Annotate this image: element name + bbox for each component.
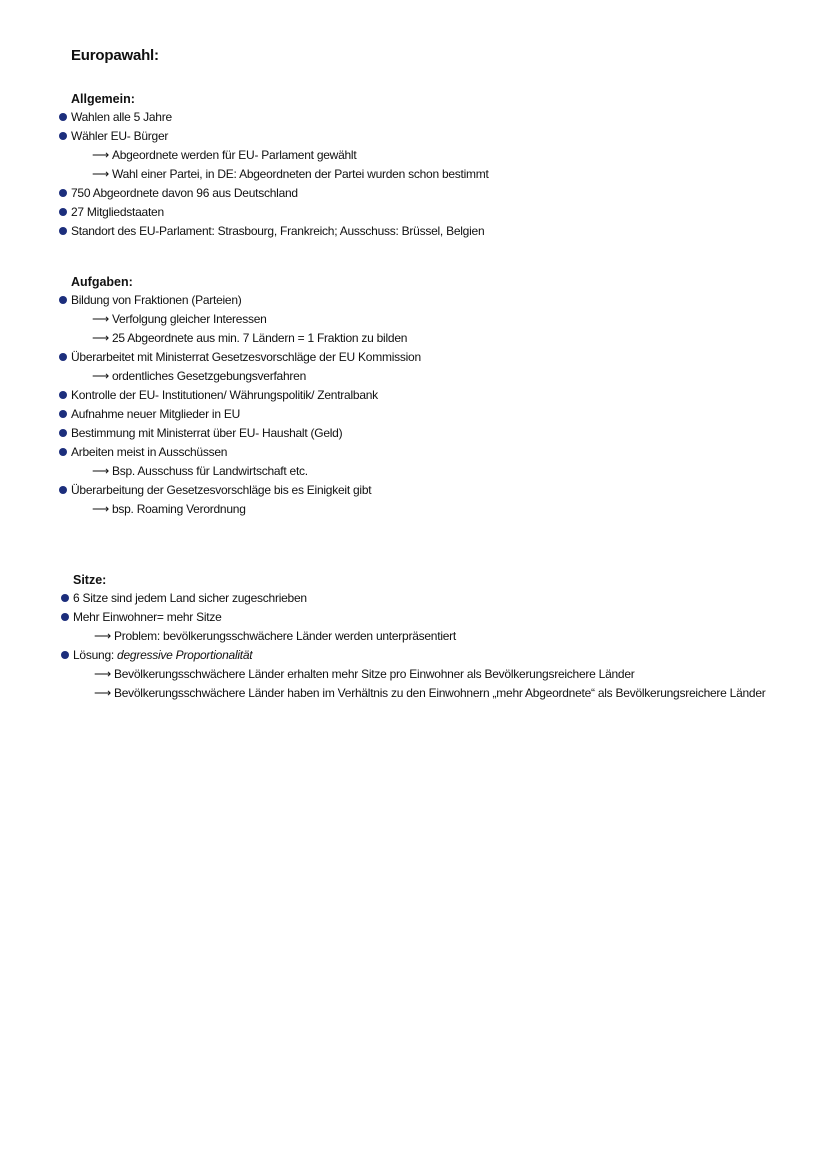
arrow-right-icon: ⟶	[92, 464, 109, 478]
sub-list-item-text: Bsp. Ausschuss für Landwirtschaft etc.	[111, 464, 308, 478]
sub-list-item	[92, 312, 267, 326]
sub-list-item-text: 25 Abgeordnete aus min. 7 Ländern = 1 Fraktion zu bilden	[111, 331, 408, 345]
section-heading-aufgaben: Aufgaben:	[71, 275, 133, 289]
list-item: Überarbeitung der Gesetzesvorschläge bis es Einigkeit gibt	[71, 483, 372, 497]
bullet-icon	[59, 208, 67, 216]
sub-list-item	[92, 167, 489, 181]
bullet-icon	[59, 227, 67, 235]
sub-list-item	[94, 629, 456, 643]
sub-list-item-text: Bevölkerungsschwächere Länder erhalten mehr Sitze pro Einwohner als Bevölkerungsreichere Länder	[113, 667, 635, 681]
list-item: 6 Sitze sind jedem Land sicher zugeschrieben	[73, 591, 307, 605]
bullet-icon	[59, 113, 67, 121]
bullet-icon	[59, 448, 67, 456]
sub-list-item-text: Wahl einer Partei, in DE: Abgeordneten der Partei wurden schon bestimmt	[111, 167, 489, 181]
arrow-right-icon: ⟶	[92, 502, 109, 516]
sub-list-item	[92, 369, 306, 383]
arrow-right-icon: ⟶	[94, 629, 111, 643]
list-item: Standort des EU-Parlament: Strasbourg, Frankreich; Ausschuss: Brüssel, Belgien	[71, 224, 485, 238]
sub-list-item	[92, 331, 407, 345]
bullet-icon	[59, 189, 67, 197]
bullet-icon	[61, 613, 69, 621]
bullet-icon	[59, 296, 67, 304]
sub-list-item	[92, 464, 308, 478]
arrow-right-icon: ⟶	[92, 167, 109, 181]
bullet-icon	[59, 391, 67, 399]
sub-list-item-text: bsp. Roaming Verordnung	[111, 502, 246, 516]
bullet-icon	[59, 486, 67, 494]
list-item: Kontrolle der EU- Institutionen/ Währungspolitik/ Zentralbank	[71, 388, 378, 402]
sub-list-item-text: Abgeordnete werden für EU- Parlament gewählt	[111, 148, 357, 162]
sub-list-item-text: Bevölkerungsschwächere Länder haben im Verhältnis zu den Einwohnern „mehr Abgeordnete“ als Bevölkerungsreichere Länder	[113, 686, 766, 700]
list-item: Arbeiten meist in Ausschüssen	[71, 445, 228, 459]
arrow-right-icon: ⟶	[92, 331, 109, 345]
section-heading-allgemein: Allgemein:	[71, 92, 135, 106]
section-heading-sitze: Sitze:	[73, 573, 107, 587]
list-item: Bildung von Fraktionen (Parteien)	[71, 293, 242, 307]
sub-list-item-text: Problem: bevölkerungsschwächere Länder werden unterpräsentiert	[113, 629, 456, 643]
arrow-right-icon: ⟶	[94, 686, 111, 700]
list-item: Aufnahme neuer Mitglieder in EU	[71, 407, 241, 421]
list-item-text: Lösung:	[73, 648, 118, 662]
list-item: Mehr Einwohner= mehr Sitze	[73, 610, 222, 624]
sub-list-item	[94, 667, 635, 681]
list-item: 750 Abgeordnete davon 96 aus Deutschland	[71, 186, 298, 200]
arrow-right-icon: ⟶	[92, 312, 109, 326]
arrow-right-icon: ⟶	[94, 667, 111, 681]
list-item: Bestimmung mit Ministerrat über EU- Haushalt (Geld)	[71, 426, 343, 440]
sub-list-item-text: Verfolgung gleicher Interessen	[111, 312, 267, 326]
sub-list-item	[94, 686, 766, 700]
list-item: Wähler EU- Bürger	[71, 129, 169, 143]
bullet-icon	[59, 353, 67, 361]
page-title: Europawahl:	[71, 47, 159, 64]
sub-list-item	[92, 148, 356, 162]
list-item	[73, 648, 252, 662]
list-item: Überarbeitet mit Ministerrat Gesetzesvorschläge der EU Kommission	[71, 350, 421, 364]
arrow-right-icon: ⟶	[92, 148, 109, 162]
bullet-icon	[61, 594, 69, 602]
bullet-icon	[59, 429, 67, 437]
sub-list-item	[92, 502, 246, 516]
bullet-icon	[61, 651, 69, 659]
sub-list-item-text: ordentliches Gesetzgebungsverfahren	[111, 369, 306, 383]
list-item: Wahlen alle 5 Jahre	[71, 110, 172, 124]
bullet-icon	[59, 410, 67, 418]
bullet-icon	[59, 132, 67, 140]
arrow-right-icon: ⟶	[92, 369, 109, 383]
list-item-emphasis: degressive Proportionalität	[117, 648, 253, 662]
list-item: 27 Mitgliedstaaten	[71, 205, 164, 219]
